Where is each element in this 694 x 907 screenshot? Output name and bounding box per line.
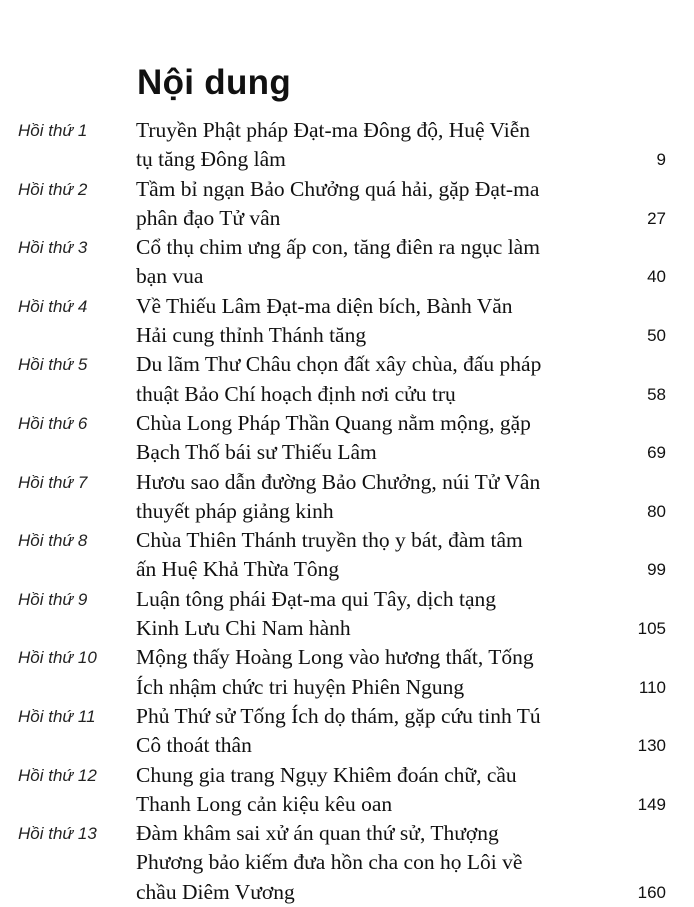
- toc-entry[interactable]: [0, 350, 694, 409]
- chapter-label: Hồi thứ 9: [18, 589, 88, 609]
- chapter-label: Hồi thứ 12: [18, 765, 97, 785]
- toc-entry[interactable]: [0, 468, 694, 527]
- chapter-label: Hồi thứ 11: [18, 706, 96, 726]
- page-number: 80: [647, 501, 666, 521]
- page-number: 99: [647, 560, 666, 580]
- toc-entry[interactable]: [0, 702, 694, 761]
- toc-entry[interactable]: [0, 175, 694, 234]
- chapter-title-line: Bạch Thố bái sư Thiếu Lâm: [136, 440, 377, 465]
- page-number: 105: [637, 619, 666, 639]
- page-number: 58: [647, 384, 666, 404]
- chapter-label: Hồi thứ 8: [18, 531, 88, 551]
- chapter-title: [136, 468, 540, 527]
- chapter-title-line: Phương bảo kiếm đưa hồn cha con họ Lôi về: [136, 850, 523, 875]
- chapter-label: Hồi thứ 2: [18, 179, 88, 199]
- toc-entry[interactable]: [0, 819, 694, 907]
- page-number: 160: [637, 882, 666, 902]
- chapter-label: Hồi thứ 4: [18, 296, 88, 316]
- chapter-title: [136, 819, 522, 907]
- toc-entry[interactable]: [0, 233, 694, 292]
- page-number: 110: [638, 677, 666, 697]
- chapter-title-line: Về Thiếu Lâm Đạt-ma diện bích, Bành Văn: [136, 293, 513, 318]
- chapter-title-line: Kinh Lưu Chi Nam hành: [136, 616, 351, 641]
- chapter-label: Hồi thứ 13: [18, 824, 97, 844]
- chapter-title-line: Thanh Long cản kiệu kêu oan: [136, 791, 393, 816]
- chapter-title-line: Cô thoát thân: [136, 733, 252, 758]
- chapter-title: [136, 585, 496, 644]
- chapter-title-line: Du lãm Thư Châu chọn đất xây chùa, đấu pháp: [136, 352, 542, 377]
- chapter-title-line: tụ tăng Đông lâm: [136, 147, 286, 172]
- chapter-title-line: Hươu sao dẫn đường Bảo Chưởng, núi Tử Vân: [136, 469, 541, 494]
- chapter-title: [136, 409, 531, 468]
- page-number: 50: [647, 326, 666, 346]
- chapter-label: Hồi thứ 1: [18, 121, 88, 140]
- chapter-label: Hồi thứ 5: [18, 355, 88, 375]
- table-of-contents: [0, 116, 694, 907]
- chapter-title: [136, 350, 541, 409]
- toc-entry[interactable]: [0, 409, 694, 468]
- chapter-title: [136, 116, 530, 175]
- chapter-title-line: Chùa Long Pháp Thần Quang nằm mộng, gặp: [136, 410, 531, 435]
- chapter-title-line: bạn vua: [136, 264, 204, 289]
- toc-entry[interactable]: [0, 526, 694, 585]
- chapter-title-line: Đàm khâm sai xử án quan thứ sử, Thượng: [136, 821, 499, 846]
- chapter-title-line: Ích nhậm chức tri huyện Phiên Ngung: [136, 674, 465, 699]
- chapter-title-line: phân đạo Tử vân: [136, 205, 281, 230]
- chapter-title-line: Phủ Thứ sử Tống Ích dọ thám, gặp cứu tinh Tú: [136, 703, 541, 728]
- toc-entry[interactable]: [0, 761, 694, 820]
- page-number: 40: [647, 267, 666, 287]
- chapter-label: Hồi thứ 6: [18, 413, 88, 433]
- toc-entry[interactable]: [0, 292, 694, 351]
- page-number: 149: [637, 794, 666, 814]
- chapter-title: [136, 643, 534, 702]
- chapter-title-line: Mộng thấy Hoàng Long vào hương thất, Tống: [136, 645, 534, 670]
- chapter-title: [136, 702, 541, 761]
- toc-entry[interactable]: [0, 643, 694, 702]
- chapter-title: [136, 292, 513, 351]
- chapter-title: [136, 175, 539, 234]
- chapter-label: Hồi thứ 3: [18, 238, 88, 258]
- chapter-label: Hồi thứ 10: [18, 648, 97, 668]
- chapter-title-line: ấn Huệ Khả Thừa Tông: [136, 557, 340, 582]
- chapter-title-line: chầu Diêm Vương: [136, 879, 295, 904]
- chapter-title: [136, 233, 540, 292]
- chapter-title-line: Hải cung thỉnh Thánh tăng: [136, 323, 367, 348]
- chapter-label: Hồi thứ 7: [18, 472, 88, 492]
- page-title: Nội dung: [137, 63, 292, 103]
- chapter-title-line: thuật Bảo Chí hoạch định nơi cửu trụ: [136, 381, 456, 406]
- chapter-title-line: Luận tông phái Đạt-ma qui Tây, dịch tạng: [136, 586, 497, 611]
- page-number: 27: [647, 208, 666, 228]
- chapter-title-line: Cổ thụ chim ưng ấp con, tăng điên ra ngục làm: [136, 235, 540, 260]
- chapter-title-line: thuyết pháp giảng kinh: [136, 498, 334, 523]
- chapter-title-line: Chung gia trang Ngụy Khiêm đoán chữ, cầu: [136, 762, 517, 787]
- toc-entry[interactable]: [0, 116, 694, 175]
- chapter-title-line: Tầm bỉ ngạn Bảo Chưởng quá hải, gặp Đạt-ma: [136, 176, 540, 201]
- chapter-title-line: Truyền Phật pháp Đạt-ma Đông độ, Huệ Viễn: [136, 118, 531, 142]
- chapter-title-line: Chùa Thiên Thánh truyền thọ y bát, đàm tâm: [136, 528, 523, 553]
- chapter-title: [136, 761, 517, 820]
- page-number: 9: [656, 150, 666, 170]
- toc-entry[interactable]: [0, 585, 694, 644]
- page-number: 69: [647, 443, 666, 463]
- page-number: 130: [637, 736, 666, 756]
- chapter-title: [136, 526, 523, 585]
